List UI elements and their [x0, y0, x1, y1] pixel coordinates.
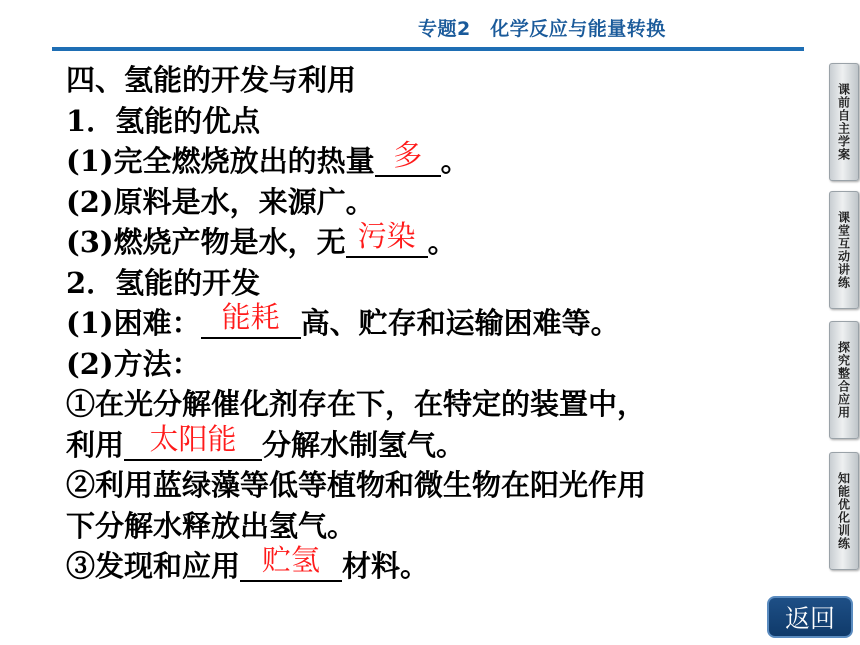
answer-blank — [346, 219, 428, 258]
answer-text: 多 — [393, 138, 423, 172]
subheading-advantages: 1．氢能的优点 — [66, 103, 261, 138]
difficulty-line — [66, 300, 786, 344]
chapter-title: 专题2 化学反应与能量转换 — [418, 18, 666, 40]
answer-text: 太阳能 — [149, 421, 237, 456]
method-3 — [66, 543, 786, 587]
nav-preview-button[interactable] — [829, 63, 859, 181]
method-2-cont: 下分解水释放出氢气。 — [66, 508, 357, 543]
text-segment: (1)完全燃烧放出的热量 — [66, 144, 375, 178]
nav-label: 知能优化训练 — [836, 472, 851, 550]
section-heading: 四、氢能的开发与利用 — [66, 63, 357, 97]
answer-blank — [375, 138, 441, 177]
subheading-development: 2．氢能的开发 — [66, 265, 261, 300]
method-2: ②利用蓝绿藻等低等植物和微生物在阳光作用 — [66, 468, 647, 502]
answer-text: 贮氢 — [262, 543, 321, 577]
nav-label: 探究整合应用 — [836, 341, 851, 419]
text-segment: 分解水制氢气。 — [262, 427, 466, 462]
text-segment: 材料。 — [342, 549, 430, 583]
answer-text: 污染 — [357, 219, 416, 253]
nav-training-button[interactable] — [829, 452, 859, 570]
nav-label: 课前自主学案 — [836, 83, 851, 161]
answer-text: 能耗 — [221, 300, 280, 334]
text-segment: 利用 — [66, 427, 125, 462]
method-1: ①在光分解催化剂存在下，在特定的装置中， — [66, 387, 647, 421]
advantage-3 — [66, 219, 786, 263]
nav-label: 课堂互动讲练 — [836, 211, 851, 289]
header-divider — [52, 47, 804, 51]
answer-blank — [124, 421, 262, 461]
text-segment: 。 — [427, 225, 457, 259]
method-1-cont — [66, 421, 786, 466]
text-segment: 高、贮存和运输困难等。 — [300, 306, 620, 340]
nav-integration-button[interactable] — [829, 321, 859, 439]
method-heading: (2)方法： — [66, 346, 201, 381]
answer-blank — [240, 543, 342, 582]
text-segment: ③发现和应用 — [66, 549, 241, 583]
advantage-2: (2)原料是水，来源广。 — [66, 184, 375, 219]
text-segment: 。 — [440, 144, 470, 178]
back-button[interactable]: 返回 — [767, 596, 853, 638]
text-segment: (3)燃烧产物是水，无 — [66, 225, 346, 259]
lesson-content — [66, 60, 786, 587]
text-segment: (1)困难： — [66, 306, 201, 340]
advantage-1 — [66, 138, 786, 182]
nav-classroom-button[interactable] — [829, 191, 859, 309]
answer-blank — [201, 300, 301, 339]
